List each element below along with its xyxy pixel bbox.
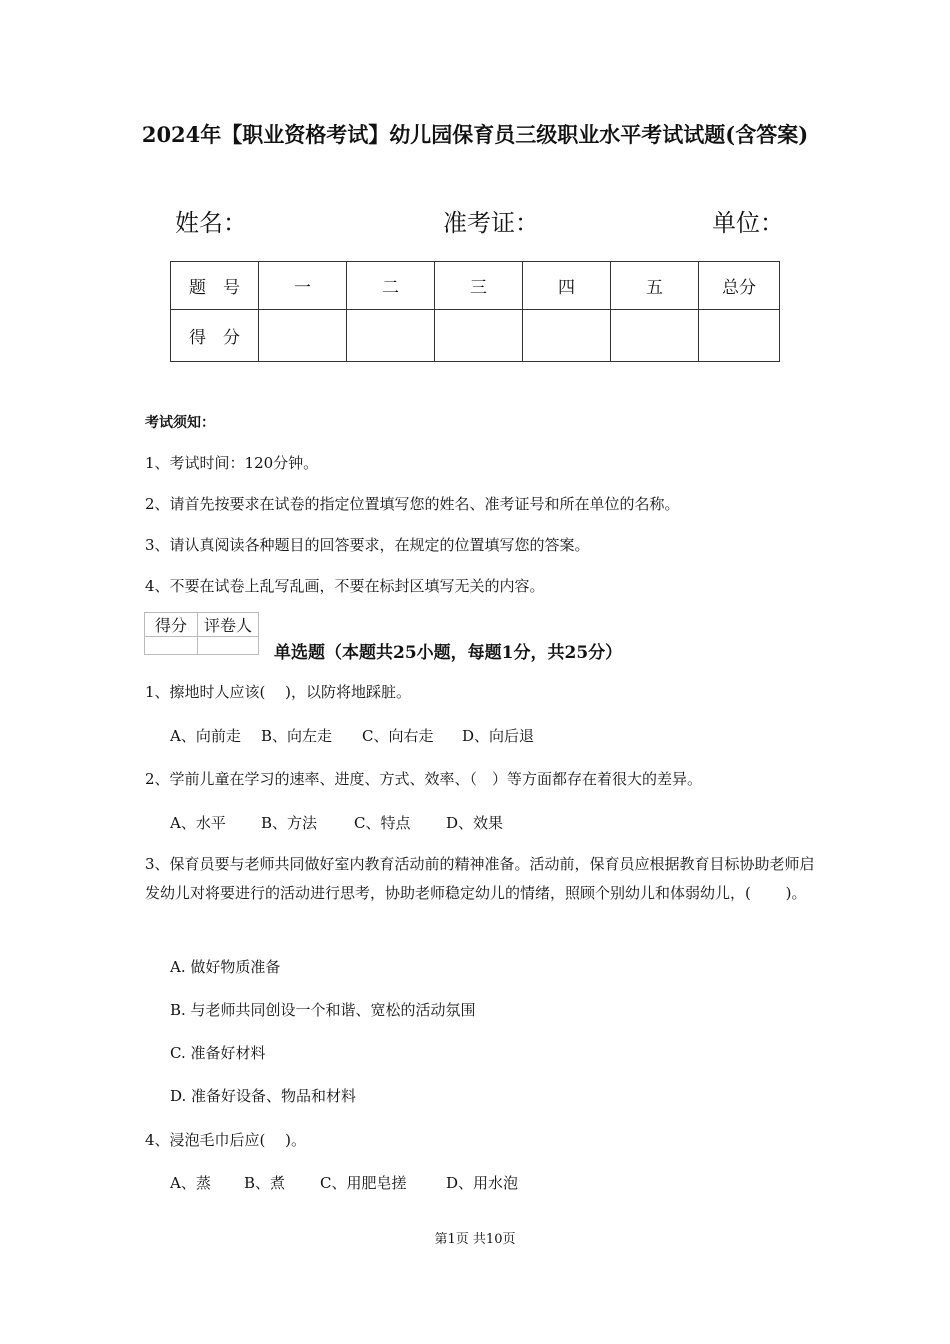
question-option: A、向前走 — [170, 727, 241, 745]
question-option: C、特点 — [354, 814, 411, 832]
question-option: C、用肥皂搓 — [320, 1174, 407, 1192]
question-stem: 2、学前儿童在学习的速率、进度、方式、效率、（ ）等方面都存在着很大的差异。 — [145, 770, 703, 788]
grader-score-label: 得分 — [145, 613, 198, 637]
score-table-score-row — [171, 310, 780, 362]
score-header-cell: 五 — [611, 262, 699, 310]
question-stem: 3、保育员要与老师共同做好室内教育活动前的精神准备。活动前，保育员应根据教育目标协助老师启发幼儿对将要进行的活动进行思考，协助老师稳定幼儿的情绪，照顾个别幼儿和体弱幼儿，( )。 — [145, 855, 815, 902]
score-cell — [611, 310, 699, 362]
score-header-cell: 题 号 — [171, 262, 259, 310]
question-option: C. 准备好材料 — [170, 1044, 266, 1062]
section-title: 单选题（本题共25小题，每题1分，共25分） — [274, 643, 623, 663]
grader-reviewer-cell — [198, 637, 259, 655]
score-cell — [435, 310, 523, 362]
page-footer: 第1页 共10页 — [434, 1232, 516, 1247]
question-option: B. 与老师共同创设一个和谐、宽松的活动氛围 — [170, 1001, 476, 1019]
question-option: B、煮 — [244, 1174, 286, 1192]
notice-item: 1、考试时间：120分钟。 — [145, 454, 319, 472]
score-cell — [699, 310, 780, 362]
unit-label: 单位： — [712, 209, 784, 237]
question-option: C、向右走 — [362, 727, 434, 745]
question-option: A、水平 — [170, 814, 226, 832]
question-stem: 1、擦地时人应该( )，以防将地踩脏。 — [145, 683, 412, 701]
notice-item: 4、不要在试卷上乱写乱画，不要在标封区填写无关的内容。 — [145, 577, 545, 595]
score-header-cell: 二 — [347, 262, 435, 310]
score-row-label: 得 分 — [171, 310, 259, 362]
name-label: 姓名： — [175, 209, 247, 237]
score-header-cell: 三 — [435, 262, 523, 310]
grader-box — [144, 612, 259, 655]
question-option: A、蒸 — [170, 1174, 211, 1192]
question-option: B、向左走 — [261, 727, 333, 745]
exam-id-label: 准考证： — [443, 209, 539, 237]
document-title: 2024年【职业资格考试】幼儿园保育员三级职业水平考试试题(含答案) — [141, 122, 809, 147]
score-header-cell: 总分 — [699, 262, 780, 310]
grader-reviewer-label: 评卷人 — [198, 613, 259, 637]
question-stem: 4、浸泡毛巾后应( )。 — [145, 1131, 307, 1149]
question-option: D、向后退 — [462, 727, 535, 745]
score-table-header-row — [171, 262, 780, 310]
notice-title: 考试须知： — [145, 415, 215, 431]
question-option: A. 做好物质准备 — [170, 958, 281, 976]
grader-score-cell — [145, 637, 198, 655]
notice-item: 3、请认真阅读各种题目的回答要求，在规定的位置填写您的答案。 — [145, 536, 590, 554]
question-option: D、用水泡 — [446, 1174, 519, 1192]
score-cell — [347, 310, 435, 362]
score-cell — [259, 310, 347, 362]
question-option: D. 准备好设备、物品和材料 — [170, 1087, 357, 1105]
score-table — [170, 261, 780, 362]
score-cell — [523, 310, 611, 362]
question-option: D、效果 — [446, 814, 504, 832]
question-option: B、方法 — [261, 814, 318, 832]
notice-item: 2、请首先按要求在试卷的指定位置填写您的姓名、准考证号和所在单位的名称。 — [145, 495, 680, 513]
score-header-cell: 四 — [523, 262, 611, 310]
score-header-cell: 一 — [259, 262, 347, 310]
